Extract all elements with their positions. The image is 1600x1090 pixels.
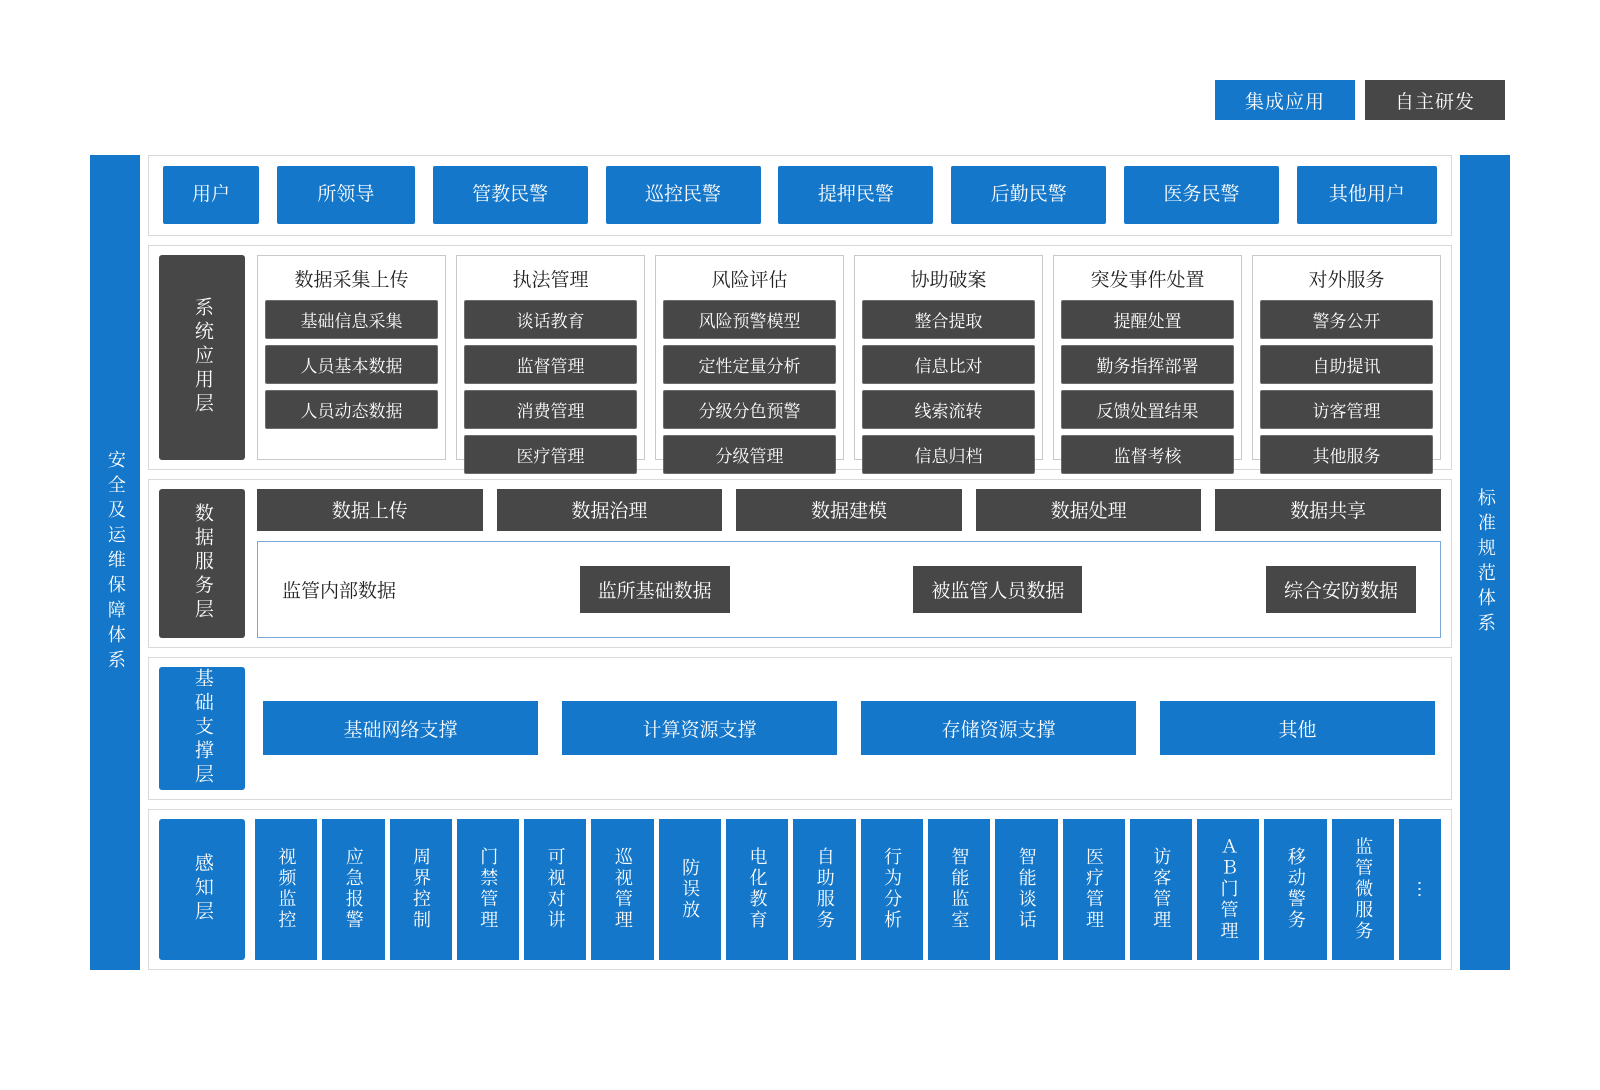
app-item[interactable]: 消费管理 — [464, 390, 637, 429]
app-item[interactable]: 线索流转 — [862, 390, 1035, 429]
app-item[interactable]: 人员动态数据 — [265, 390, 438, 429]
user-chip-user[interactable]: 用户 — [163, 166, 259, 224]
architecture-diagram — [90, 155, 1510, 970]
data-chip-upload[interactable]: 数据上传 — [257, 489, 483, 531]
application-layer-columns — [257, 255, 1441, 466]
app-column-case-assist — [854, 255, 1043, 466]
app-item[interactable]: 整合提取 — [862, 300, 1035, 339]
user-chip-leader[interactable]: 所领导 — [277, 166, 415, 224]
data-sub-personnel[interactable]: 被监管人员数据 — [913, 566, 1082, 613]
app-column-emergency — [1053, 255, 1242, 466]
internal-data-label: 监管内部数据 — [282, 580, 397, 602]
user-chip-guanjiao[interactable]: 管教民警 — [433, 166, 588, 224]
app-column-head: 对外服务 — [1308, 269, 1385, 291]
sense-chip-smarttalk[interactable]: 智能谈话 — [995, 819, 1057, 960]
sense-chip-mobilepolice[interactable]: 移动警务 — [1264, 819, 1326, 960]
user-layer-items — [163, 166, 1437, 224]
data-chip-modeling[interactable]: 数据建模 — [736, 489, 962, 531]
app-column-risk-assessment — [655, 255, 844, 466]
legend — [1215, 80, 1505, 120]
support-chip-other[interactable]: 其他 — [1160, 701, 1435, 755]
legend-integrated-app: 集成应用 — [1215, 80, 1355, 120]
app-item[interactable]: 医疗管理 — [464, 435, 637, 474]
left-sidebar-label: 安全及运维保障体系 — [105, 450, 126, 675]
support-chip-storage[interactable]: 存储资源支撑 — [861, 701, 1136, 755]
data-layer-top-row — [257, 489, 1441, 531]
sense-chip-access[interactable]: 门禁管理 — [457, 819, 519, 960]
app-item[interactable]: 反馈处置结果 — [1061, 390, 1234, 429]
right-sidebar-standards — [1460, 155, 1510, 970]
app-item[interactable]: 其他服务 — [1260, 435, 1433, 474]
data-layer-content — [257, 489, 1441, 638]
app-item[interactable]: 谈话教育 — [464, 300, 637, 339]
app-column-external-service — [1252, 255, 1441, 466]
user-chip-xunkong[interactable]: 巡控民警 — [606, 166, 761, 224]
app-item[interactable]: 勤务指挥部署 — [1061, 345, 1234, 384]
right-sidebar-label: 标准规范体系 — [1475, 487, 1496, 638]
app-item[interactable]: 监督管理 — [464, 345, 637, 384]
perception-layer-label: 感知层 — [159, 819, 245, 960]
sense-chip-behavior[interactable]: 行为分析 — [861, 819, 923, 960]
app-item[interactable]: 提醒处置 — [1061, 300, 1234, 339]
sense-chip-alarm[interactable]: 应急报警 — [322, 819, 384, 960]
application-layer — [148, 245, 1452, 470]
sense-chip-abdoor[interactable]: ＡＢ门管理 — [1197, 819, 1259, 960]
sense-chip-misrelease[interactable]: 防误放 — [659, 819, 721, 960]
user-chip-other[interactable]: 其他用户 — [1297, 166, 1437, 224]
perception-layer — [148, 809, 1452, 970]
app-item[interactable]: 访客管理 — [1260, 390, 1433, 429]
app-column-head: 数据采集上传 — [294, 269, 409, 291]
app-column-law-enforcement — [456, 255, 645, 466]
user-chip-houqin[interactable]: 后勤民警 — [951, 166, 1106, 224]
support-chip-network[interactable]: 基础网络支撑 — [263, 701, 538, 755]
left-sidebar-security-ops — [90, 155, 140, 970]
sense-chip-perimeter[interactable]: 周界控制 — [390, 819, 452, 960]
app-item[interactable]: 定性定量分析 — [663, 345, 836, 384]
sense-chip-patrol[interactable]: 巡视管理 — [591, 819, 653, 960]
app-item[interactable]: 人员基本数据 — [265, 345, 438, 384]
app-item[interactable]: 监督考核 — [1061, 435, 1234, 474]
app-item[interactable]: 信息归档 — [862, 435, 1035, 474]
perception-layer-items — [255, 819, 1441, 960]
sense-chip-microservice[interactable]: 监管微服务 — [1332, 819, 1394, 960]
user-chip-tiya[interactable]: 提押民警 — [778, 166, 933, 224]
app-item[interactable]: 分级分色预警 — [663, 390, 836, 429]
app-column-head: 执法管理 — [512, 269, 589, 291]
internal-data-box — [257, 541, 1441, 638]
app-item[interactable]: 分级管理 — [663, 435, 836, 474]
app-item[interactable]: 警务公开 — [1260, 300, 1433, 339]
support-chip-compute[interactable]: 计算资源支撑 — [562, 701, 837, 755]
app-item[interactable]: 基础信息采集 — [265, 300, 438, 339]
application-layer-label: 系统应用层 — [159, 255, 245, 460]
sense-chip-visitor[interactable]: 访客管理 — [1130, 819, 1192, 960]
legend-self-developed: 自主研发 — [1365, 80, 1505, 120]
app-item[interactable]: 风险预警模型 — [663, 300, 836, 339]
data-sub-security[interactable]: 综合安防数据 — [1266, 566, 1416, 613]
data-chip-processing[interactable]: 数据处理 — [976, 489, 1202, 531]
user-layer — [148, 155, 1452, 236]
user-chip-yiwu[interactable]: 医务民警 — [1124, 166, 1279, 224]
sense-chip-selfservice[interactable]: 自助服务 — [793, 819, 855, 960]
data-sub-facility[interactable]: 监所基础数据 — [580, 566, 730, 613]
support-layer-items — [257, 667, 1441, 790]
sense-chip-education[interactable]: 电化教育 — [726, 819, 788, 960]
support-layer — [148, 657, 1452, 800]
app-item[interactable]: 信息比对 — [862, 345, 1035, 384]
data-chip-governance[interactable]: 数据治理 — [497, 489, 723, 531]
sense-chip-intercom[interactable]: 可视对讲 — [524, 819, 586, 960]
app-column-head: 风险评估 — [711, 269, 788, 291]
app-item[interactable]: 自助提讯 — [1260, 345, 1433, 384]
sense-chip-medical[interactable]: 医疗管理 — [1063, 819, 1125, 960]
app-column-data-collection — [257, 255, 446, 460]
sense-chip-video[interactable]: 视频监控 — [255, 819, 317, 960]
sense-chip-more[interactable]: ··· — [1399, 819, 1441, 960]
data-service-layer-label: 数据服务层 — [159, 489, 245, 638]
app-column-head: 协助破案 — [910, 269, 987, 291]
layers-container — [140, 155, 1460, 970]
sense-chip-smartcell[interactable]: 智能监室 — [928, 819, 990, 960]
data-chip-sharing[interactable]: 数据共享 — [1215, 489, 1441, 531]
support-layer-label: 基础支撑层 — [159, 667, 245, 790]
data-service-layer — [148, 479, 1452, 648]
app-column-head: 突发事件处置 — [1090, 269, 1205, 291]
